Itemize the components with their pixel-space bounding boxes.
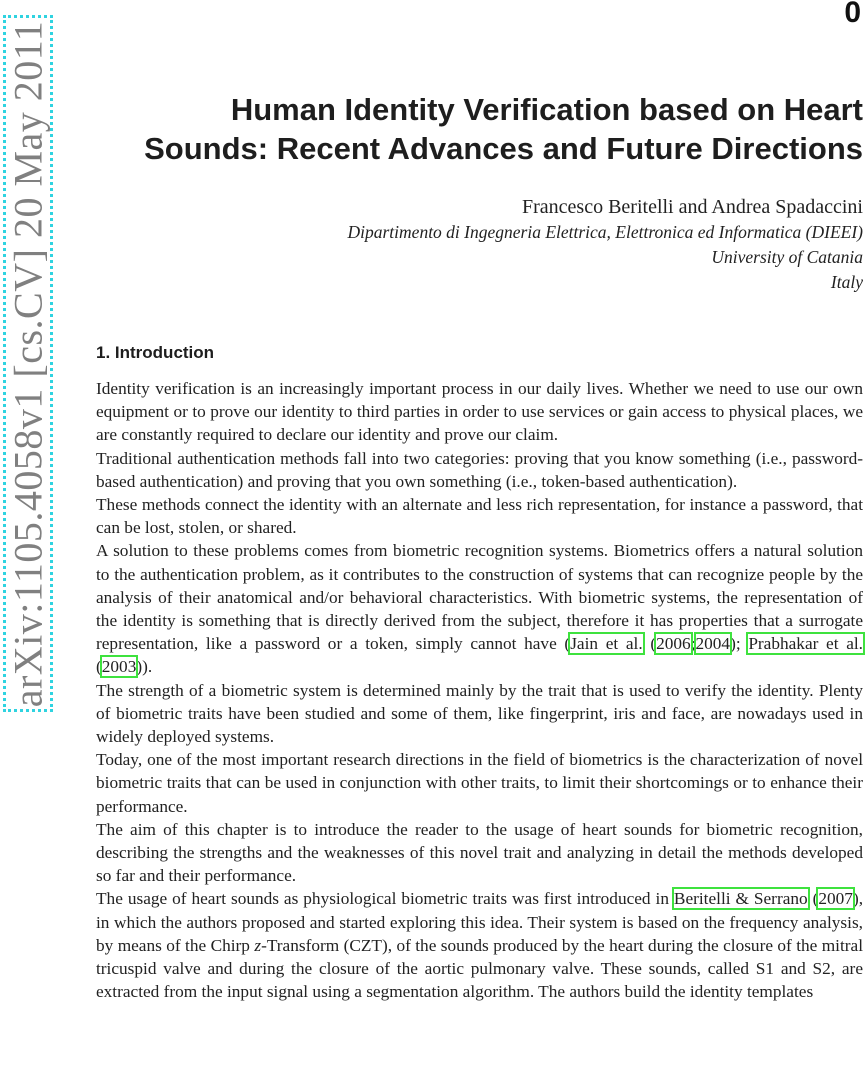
math-variable: z (254, 935, 262, 955)
paragraph-text: ); (730, 634, 749, 654)
paper-title (83, 90, 863, 168)
paragraph: These methods connect the identity with an alternate and less rich representation, for instance a password, that can be lost, stolen, or shared. (96, 495, 863, 538)
citation-link-2006[interactable]: 2006 (656, 634, 691, 654)
paragraph-text: ; (690, 634, 696, 654)
citation-link-jain[interactable]: Jain et al. (570, 634, 643, 654)
paragraph-text: The usage of heart sounds as physiological biometric traits was first introduced in (96, 889, 674, 909)
paragraph-text: ( (96, 657, 102, 677)
citation-link-2007[interactable]: 2007 (818, 889, 853, 909)
paragraph: The strength of a biometric system is determined mainly by the trait that is used to verify the identity. Plenty of biometric traits have been studied and some of them, like fingerprint, iris and face, are nowadays used in widely deployed systems. (96, 680, 863, 747)
arxiv-stamp (3, 15, 53, 712)
author-block (163, 194, 863, 295)
citation-link-prabhakar[interactable]: Prabhakar et al. (748, 634, 863, 654)
affiliation-country: Italy (830, 272, 863, 292)
arxiv-identifier: arXiv:1105.4058v1 [cs.CV] 20 May 2011 (5, 20, 51, 707)
section-body (96, 377, 863, 1003)
paragraph: The aim of this chapter is to introduce the reader to the usage of heart sounds for biometric recognition, describing the strengths and the weaknesses of this novel trait and analyzing in detail the methods developed so far and their performance. (96, 819, 863, 886)
citation-link-2004[interactable]: 2004 (695, 634, 731, 654)
authors: Francesco Beritelli and Andrea Spadaccini (522, 196, 863, 218)
paragraph-text: -Transform (CZT), of the sounds produced by the heart during the closure of the mitral tricuspid valve and during the closure of the aortic pulmonary valve. These sounds, called S1 and S2, are extracted from the input signal using a segmentation algorithm. The authors build the identity templates (96, 935, 863, 1002)
affiliation-university: University of Catania (711, 247, 863, 267)
section-heading: 1. Introduction (96, 343, 215, 362)
title-line-2: Sounds: Recent Advances and Future Directions (144, 131, 863, 166)
paragraph: Identity verification is an increasingly important process in our daily lives. Whether we need to use our own equipment or to prove our identity to third parties in order to use services or gain access to physical places, we are constantly required to declare our identity and prove our claim. (96, 379, 863, 445)
affiliation-department: Dipartimento di Ingegneria Elettrica, Elettronica ed Informatica (DIEEI) (347, 222, 863, 242)
citation-link-2003[interactable]: 2003 (101, 657, 137, 677)
paragraph-text: A solution to these problems comes from biometric recognition systems. Biometrics offers a natural solution to the authentication problem, as it contributes to the construction of systems that can recognize people by the analysis of their anatomical and/or behavioral characteristics. With biometric systems, the representation of the identity is something that is directly derived from the subject, therefore it has properties that a surrogate representation, like a password or a token, simply cannot have ( (96, 541, 863, 654)
paragraph-text: ( (642, 634, 657, 654)
title-line-1: Human Identity Verification based on Heart (230, 92, 863, 127)
paragraph (96, 539, 863, 678)
paragraph-text: )). (136, 657, 153, 677)
page-number: 0 (844, 0, 861, 29)
paragraph (96, 887, 863, 1003)
paragraph-text: ), in which the authors proposed and started exploring this idea. Their system is based on the frequency analysis, by means of the Chirp (96, 889, 864, 955)
paragraph: Today, one of the most important research directions in the field of biometrics is the characterization of novel biometric traits that can be used in conjunction with other traits, to limit their shortcomings or to enhance their performance. (96, 750, 863, 816)
paragraph: Traditional authentication methods fall into two categories: proving that you know something (i.e., password-based authentication) and proving that you own something (i.e., token-based authentication). (96, 448, 863, 491)
paragraph-text: ( (807, 889, 819, 909)
citation-link-beritelli[interactable]: Beritelli & Serrano (673, 889, 808, 909)
